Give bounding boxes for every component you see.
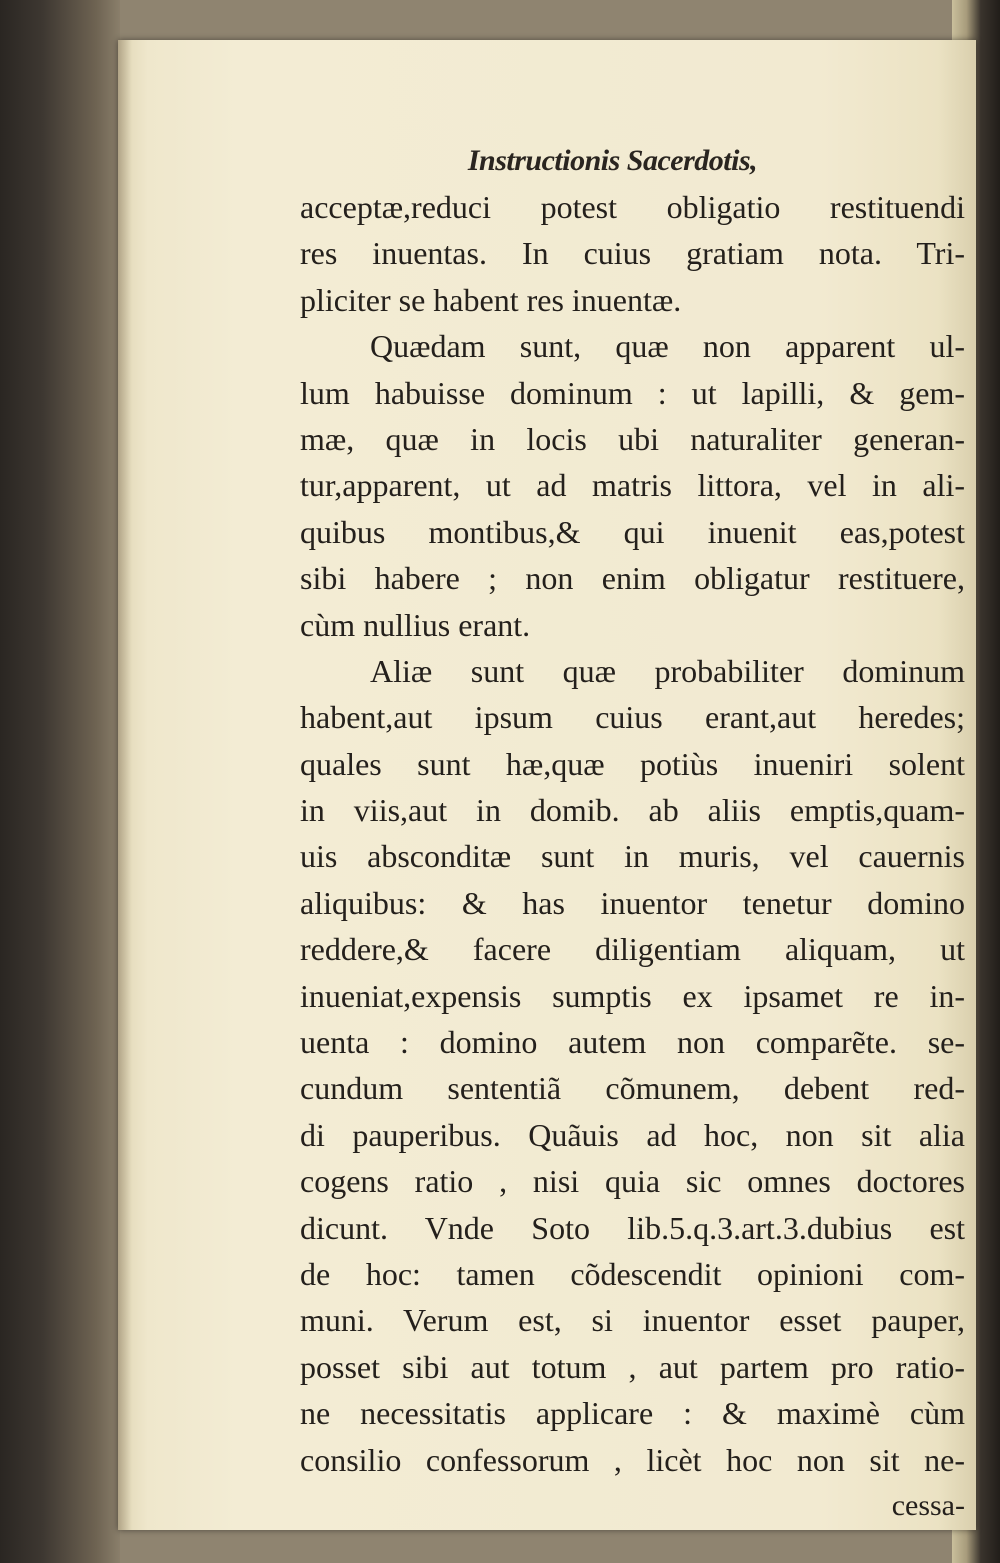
text-line: quibus montibus,& qui inuenit eas,potest	[300, 513, 965, 550]
text-line: dicunt. Vnde Soto lib.5.q.3.art.3.dubius est	[300, 1209, 965, 1246]
catchword: cessa-	[891, 1488, 965, 1522]
text-line: muni. Verum est, si inuentor esset pauper,	[300, 1302, 965, 1339]
paragraph-2	[300, 323, 965, 648]
text-line: pliciter se habent res inuentæ.	[300, 281, 682, 318]
text-line: mæ, quæ in locis ubi naturaliter generan-	[300, 420, 965, 457]
text-line: sibi habere ; non enim obligatur restituere,	[300, 560, 965, 597]
page-gutter-shadow	[118, 40, 132, 1530]
text-line: consilio confessorum , licèt hoc non sit ne-	[300, 1441, 965, 1478]
text-line: uenta : domino autem non comparẽte. se-	[300, 1024, 965, 1061]
text-line: Aliæ sunt quæ probabiliter dominum	[370, 652, 965, 689]
text-line: di pauperibus. Quãuis ad hoc, non sit alia	[300, 1116, 965, 1153]
text-line: lum habuisse dominum : ut lapilli, & gem-	[300, 374, 965, 411]
text-line: tur,apparent, ut ad matris littora, vel in ali-	[300, 467, 965, 504]
text-line: in viis,aut in domib. ab aliis emptis,quam-	[300, 792, 965, 829]
text-line: cundum sententiã cõmunem, debent red-	[300, 1070, 965, 1107]
text-line: res inuentas. In cuius gratiam nota. Tri-	[300, 235, 965, 272]
text-line: reddere,& facere diligentiam aliquam, ut	[300, 931, 965, 968]
book-cover-left	[0, 0, 120, 1563]
text-line: posset sibi aut totum , aut partem pro ratio-	[300, 1348, 965, 1385]
paragraph-3	[300, 648, 965, 1483]
text-line: cogens ratio , nisi quia sic omnes doctores	[300, 1163, 965, 1200]
paragraph-1	[300, 184, 965, 323]
text-line: habent,aut ipsum cuius erant,aut heredes;	[300, 699, 965, 736]
text-line: uis absconditæ sunt in muris, vel cauernis	[300, 838, 965, 875]
text-line: acceptæ,reduci potest obligatio restituendi	[300, 189, 965, 225]
text-line: Quædam sunt, quæ non apparent ul-	[370, 328, 965, 365]
text-line: de hoc: tamen cõdescendit opinioni com-	[300, 1255, 965, 1292]
text-block	[300, 138, 965, 1529]
text-line: quales sunt hæ,quæ potiùs inueniri solent	[300, 745, 965, 782]
running-head: Instructionis Sacerdotis,	[467, 144, 758, 177]
text-line: ne necessitatis applicare : & maximè cùm	[300, 1395, 965, 1432]
text-line: inueniat,expensis sumptis ex ipsamet re in-	[300, 977, 965, 1014]
text-line: cùm nullius erant.	[300, 606, 531, 643]
text-line: aliquibus: & has inuentor tenetur domino	[300, 884, 965, 921]
